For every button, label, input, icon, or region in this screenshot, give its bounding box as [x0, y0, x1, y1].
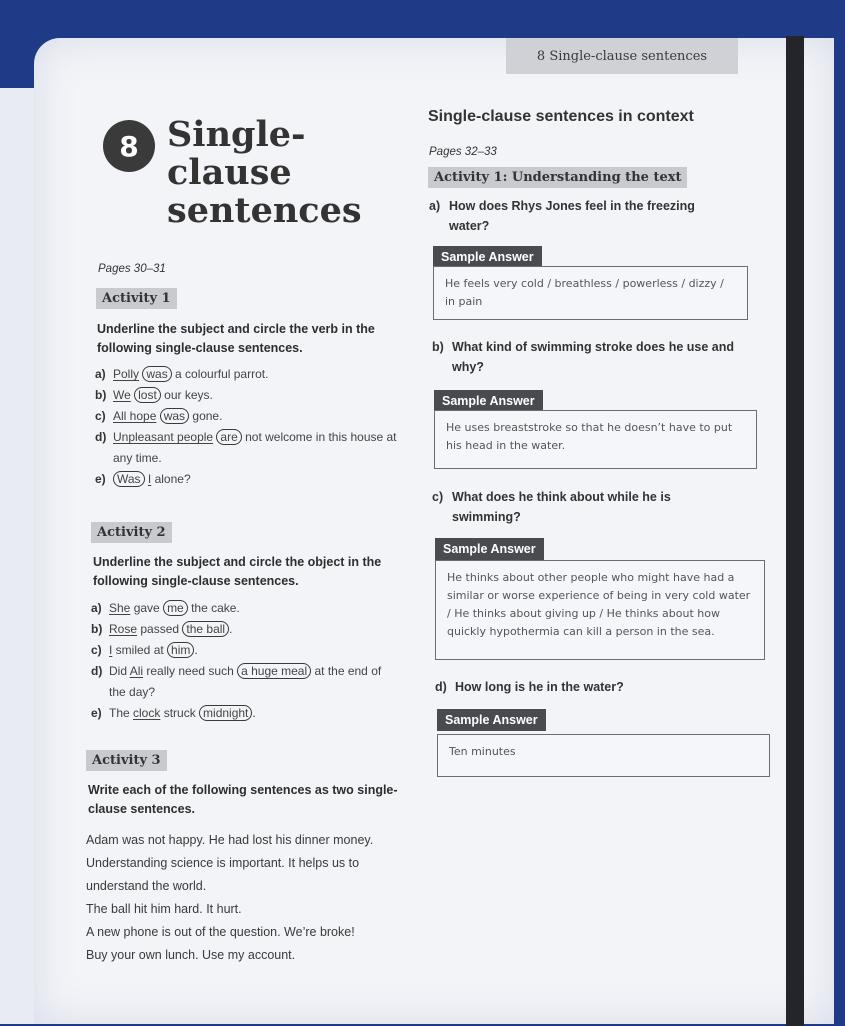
- answer-box-a: He feels very cold / breathless / powerless / dizzy / in pain: [433, 266, 748, 320]
- right-activity-label: Activity 1: Understanding the text: [428, 167, 687, 188]
- activity1-instruction: Underline the subject and circle the verb in the following single-clause sentences.: [97, 322, 375, 355]
- list-item: b) Rose passed the ball .: [91, 622, 233, 636]
- question-a: a) How does Rhys Jones feel in the freezing water?: [429, 199, 695, 233]
- chapter-title: Single-clause sentences: [167, 114, 362, 231]
- activity3-sentences: [86, 829, 426, 967]
- list-item: Buy your own lunch. Use my account.: [86, 948, 296, 962]
- list-item: c) All hope was gone.: [95, 409, 223, 423]
- sample-answer-label: Sample Answer: [434, 390, 543, 412]
- pages-ref-right: Pages 32–33: [429, 146, 497, 158]
- activity2-instruction: Underline the subject and circle the object in the following single-clause sentences.: [93, 555, 382, 588]
- list-item: Understanding science is important. It helps us to: [86, 856, 360, 870]
- pages-ref-activity1: Pages 30–31: [98, 263, 166, 275]
- activity2-label: Activity 2: [91, 522, 172, 543]
- list-item: Adam was not happy. He had lost his dinner money.: [86, 833, 374, 847]
- list-item: The ball hit him hard. It hurt.: [86, 902, 242, 916]
- list-item: d) Unpleasant people are not welcome in this house at any time.: [95, 430, 397, 465]
- section-title: Single-clause sentences in context: [428, 108, 694, 125]
- list-item: understand the world.: [86, 879, 207, 893]
- left-page-edge: [0, 88, 36, 1024]
- list-item: A new phone is out of the question. We’re broke!: [86, 925, 355, 939]
- answer-box-c: He thinks about other people who might have had a similar or worse experience of being in very cold water / He thinks about giving up / He thinks about how quickly hypothermia can kill a person in the sea.: [435, 560, 765, 660]
- sample-answer-label: Sample Answer: [433, 246, 542, 268]
- sample-answer-label: Sample Answer: [435, 538, 544, 560]
- answer-box-d: Ten minutes: [437, 734, 770, 777]
- list-item: a) She gave me the cake.: [91, 601, 240, 615]
- question-c: c) What does he think about while he is swimming?: [432, 490, 671, 524]
- book-spine: [786, 36, 804, 1026]
- chapter-number-badge: 8: [103, 120, 155, 172]
- list-item: e) The clock struck midnight .: [91, 706, 256, 720]
- activity3-label: Activity 3: [86, 750, 167, 771]
- running-header: 8 Single-clause sentences: [506, 38, 738, 74]
- list-item: d) Did Ali really need such a huge meal at the end of the day?: [91, 664, 382, 699]
- question-b: b) What kind of swimming stroke does he use and why?: [432, 340, 734, 374]
- question-d: d) How long is he in the water?: [435, 680, 624, 694]
- list-item: e) Was I alone?: [95, 472, 191, 486]
- list-item: b) We lost our keys.: [95, 388, 213, 402]
- activity3-instruction: Write each of the following sentences as two single-clause sentences.: [88, 783, 398, 816]
- list-item: a) Polly was a colourful parrot.: [95, 367, 269, 381]
- activity1-list: [95, 364, 425, 490]
- activity1-label: Activity 1: [96, 288, 177, 309]
- list-item: c) I smiled at him .: [91, 643, 198, 657]
- sample-answer-label: Sample Answer: [437, 709, 546, 731]
- activity2-list: [91, 598, 421, 724]
- answer-box-b: He uses breaststroke so that he doesn’t have to put his head in the water.: [434, 410, 757, 469]
